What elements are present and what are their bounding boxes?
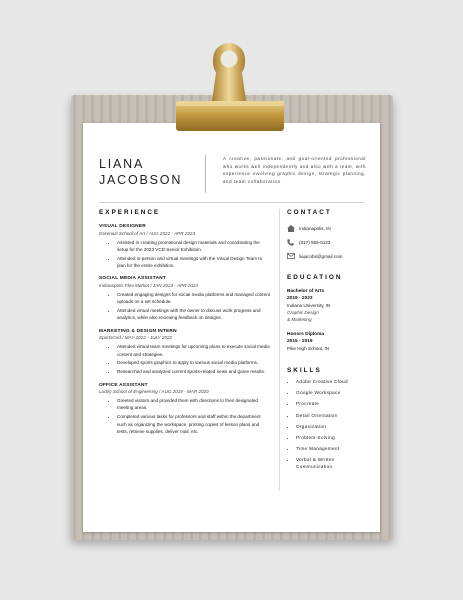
degree: Bachelor of Arts: [287, 289, 325, 294]
major: & Marketing: [287, 317, 312, 322]
skill-item: • Detail Orientation: [296, 413, 367, 420]
education-heading: EDUCATION: [287, 274, 343, 281]
mail-icon: [287, 253, 299, 259]
years: 2015 - 2019: [287, 339, 313, 344]
skills-list: [287, 379, 367, 470]
job-entry: [99, 224, 270, 269]
job-bullet: • Greeted visitors and provided them with directions to their designated meeting areas.: [117, 397, 270, 412]
job-title: VISUAL DESIGNER: [99, 224, 146, 229]
binder-clip-icon: [176, 43, 284, 132]
skill-item: • Organization: [296, 424, 367, 431]
job-entry: [99, 329, 270, 376]
skill-item: • Verbal & Written Communication: [296, 457, 367, 470]
sidebar-column: [287, 208, 367, 475]
skill-item: • Procreate: [296, 401, 367, 408]
education-entry: [287, 288, 367, 323]
job-subtitle: Indianapolis Flea Market / JAN 2023 - APR 2023: [99, 282, 198, 288]
contact-heading: CONTACT: [287, 209, 332, 216]
header-rule: [99, 202, 364, 203]
column-divider: [279, 209, 280, 491]
job-entry: [99, 383, 270, 436]
summary-text: A creative, passionate, and goal-oriented professional who works well independently and also with a team, with experience involving graphic design, strategic planning, and team collaboration.: [223, 156, 366, 184]
years: 2019 - 2023: [287, 296, 313, 301]
job-bullet: • Attended virtual team meetings for upcoming plans to execute social media content and strategies.: [117, 343, 270, 358]
contact-email: [287, 252, 367, 260]
phone-text: (317) 555-0123: [299, 239, 331, 245]
job-bullet: • Completed various tasks for professors and staff within the department such as organizing the workspace, printing copies of lesson plans and tests, retrieve supplies, deliver mail, etc.: [117, 413, 270, 435]
skills-heading: SKILLS: [287, 367, 322, 374]
job-title: SOCIAL MEDIA ASSISTANT: [99, 276, 167, 282]
location-text: Indianapolis, IN: [299, 225, 331, 231]
last-name: JACOBSON: [99, 173, 183, 187]
skill-item: • Time Management: [296, 446, 367, 453]
job-entry: [99, 276, 270, 321]
contact-location: [287, 224, 367, 232]
job-subtitle: SportsGrid / MAY 2022 - JULY 2022: [99, 335, 173, 341]
school: Pike High School, IN: [287, 346, 330, 351]
resume-page: [83, 123, 380, 532]
major: Graphic Design: [287, 310, 319, 315]
job-bullets: [99, 343, 270, 375]
job-subtitle: Luddy School of Engineering / AUG 2019 - MAR 2020: [99, 389, 209, 395]
experience-column: [99, 208, 270, 437]
email-text: liajacobs@gmail.com: [299, 253, 343, 259]
job-bullet: • Created engaging designs for social media platforms and managed content uploads on a set schedule.: [117, 291, 270, 306]
job-bullet: • Attended in-person and virtual meetings with the Visual Design Team to plan for the entire exhibition.: [117, 255, 270, 270]
experience-heading: EXPERIENCE: [99, 209, 161, 216]
job-bullets: [99, 291, 270, 322]
education-entry: [287, 331, 367, 352]
job-bullets: [99, 397, 270, 435]
job-bullet: • Researched and analyzed current sports-related news and game results.: [117, 368, 270, 375]
degree: Honors Diploma: [287, 332, 325, 337]
job-bullets: [99, 239, 270, 270]
job-bullet: • Attended virtual meetings with the owner to discuss work progress and analytics, while also recieving feedback on designs.: [117, 307, 270, 322]
job-bullet: • Assisted in creating promotional design materials and coordinating the setup for the 2023 VCD Senior Exhibition.: [117, 239, 270, 254]
contact-phone: [287, 238, 367, 246]
job-bullet: • Developed sports graphics to apply to various social media platforms.: [117, 359, 270, 366]
skill-item: • Google Workspace: [296, 390, 367, 397]
job-title: OFFICE ASSISTANT: [99, 382, 148, 388]
phone-icon: [287, 239, 299, 246]
header-divider: [205, 155, 206, 193]
job-subtitle: Eskenazi School of Art / AUG 2022 - APR 2023: [99, 230, 196, 236]
resume-name: [99, 156, 182, 188]
home-icon: [287, 225, 299, 232]
first-name: LIANA: [99, 157, 145, 171]
skill-item: • Adobe Creative Cloud: [296, 379, 367, 386]
job-title: MARKETING & DESIGN INTERN: [99, 328, 177, 334]
school: Indiana University, IN: [287, 303, 331, 308]
skill-item: • Problem-Solving: [296, 435, 367, 442]
